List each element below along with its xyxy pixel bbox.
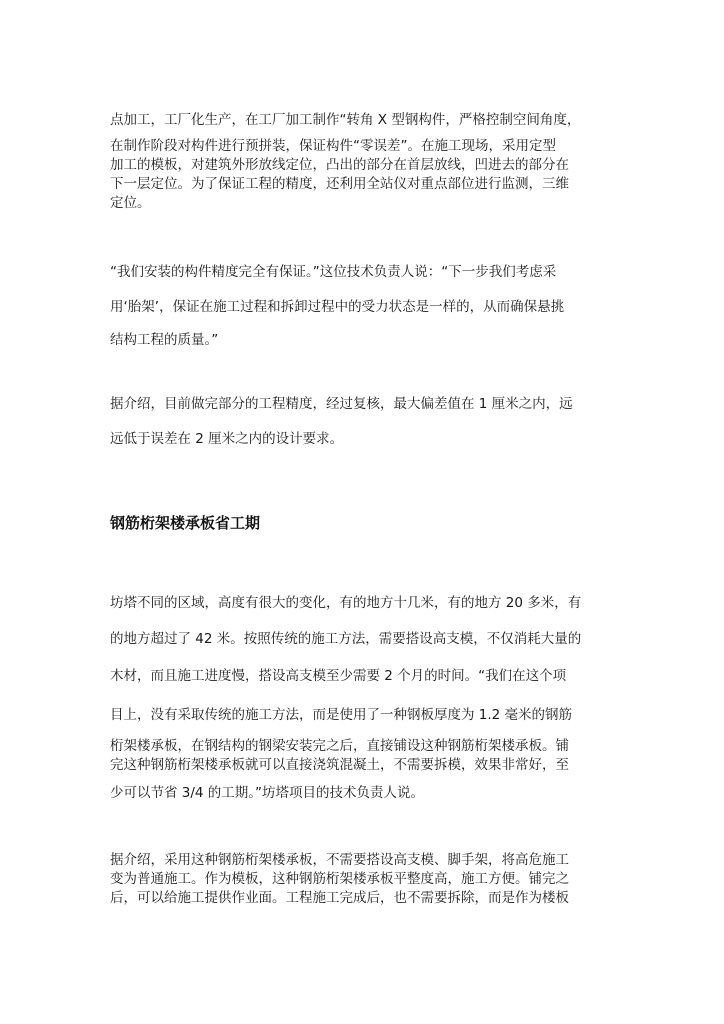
- paragraph-4-line-6: 完这种钢筋桁架楼承板就可以直接浇筑混凝土，不需要拆模，效果非常好，至: [110, 757, 569, 773]
- paragraph-1-line-2: 在制作阶段对构件进行预拼装，保证构件“零误差”。在施工现场，采用定型: [110, 138, 556, 154]
- paragraph-5-line-2: 变为普通施工。作为模板，这种钢筋桁架楼承板平整度高，施工方便。铺完之: [110, 871, 569, 887]
- paragraph-4-line-7: 少可以节省 3/4 的工期。”坊塔项目的技术负责人说。: [110, 785, 425, 801]
- paragraph-2-line-3: 结构工程的质量。”: [110, 332, 219, 348]
- paragraph-4-line-4: 目上，没有采取传统的施工方法，而是使用了一种钢板厚度为 1.2 毫米的钢筋: [110, 707, 573, 723]
- paragraph-4-line-1: 坊塔不同的区域，高度有很大的变化，有的地方十几米，有的地方 20 多米，有: [110, 595, 582, 611]
- paragraph-1-line-4: 下一层定位。为了保证工程的精度，还利用全站仪对重点部位进行监测，三维: [110, 176, 569, 192]
- paragraph-1-line-5: 定位。: [110, 195, 151, 211]
- paragraph-4-line-5: 桁架楼承板，在钢结构的钢梁安装完之后，直接铺设这种钢筋桁架楼承板。铺: [110, 738, 569, 754]
- paragraph-1-line-1: 点加工，工厂化生产，在工厂加工制作“转角 X 型钢构件，严格控制空间角度，: [110, 112, 581, 128]
- section-heading: 钢筋桁架楼承板省工期: [110, 514, 261, 532]
- paragraph-3-line-2: 远低于误差在 2 厘米之内的设计要求。: [110, 431, 344, 447]
- paragraph-2-line-2: 用‘胎架’，保证在施工过程和拆卸过程中的受力状态是一样的，从而确保悬挑: [110, 299, 565, 315]
- paragraph-5-line-3: 后，可以给施工提供作业面。工程施工完成后，也不需要拆除，而是作为楼板: [110, 890, 569, 906]
- paragraph-4-line-2: 的地方超过了 42 米。按照传统的施工方法，需要搭设高支模，不仅消耗大量的: [110, 631, 582, 647]
- paragraph-1-line-3: 加工的模板，对建筑外形放线定位，凸出的部分在首层放线，凹进去的部分在: [110, 157, 569, 173]
- paragraph-5-line-1: 据介绍，采用这种钢筋桁架楼承板，不需要搭设高支模、脚手架，将高危施工: [110, 852, 569, 868]
- paragraph-3-line-1: 据介绍，目前做完部分的工程精度，经过复核，最大偏差值在 1 厘米之内，远: [110, 396, 573, 412]
- paragraph-2-line-1: “我们安装的构件精度完全有保证。”这位技术负责人说：“下一步我们考虑采: [110, 264, 557, 280]
- paragraph-4-line-3: 木材，而且施工进度慢，搭设高支模至少需要 2 个月的时间。“我们在这个项: [110, 668, 567, 684]
